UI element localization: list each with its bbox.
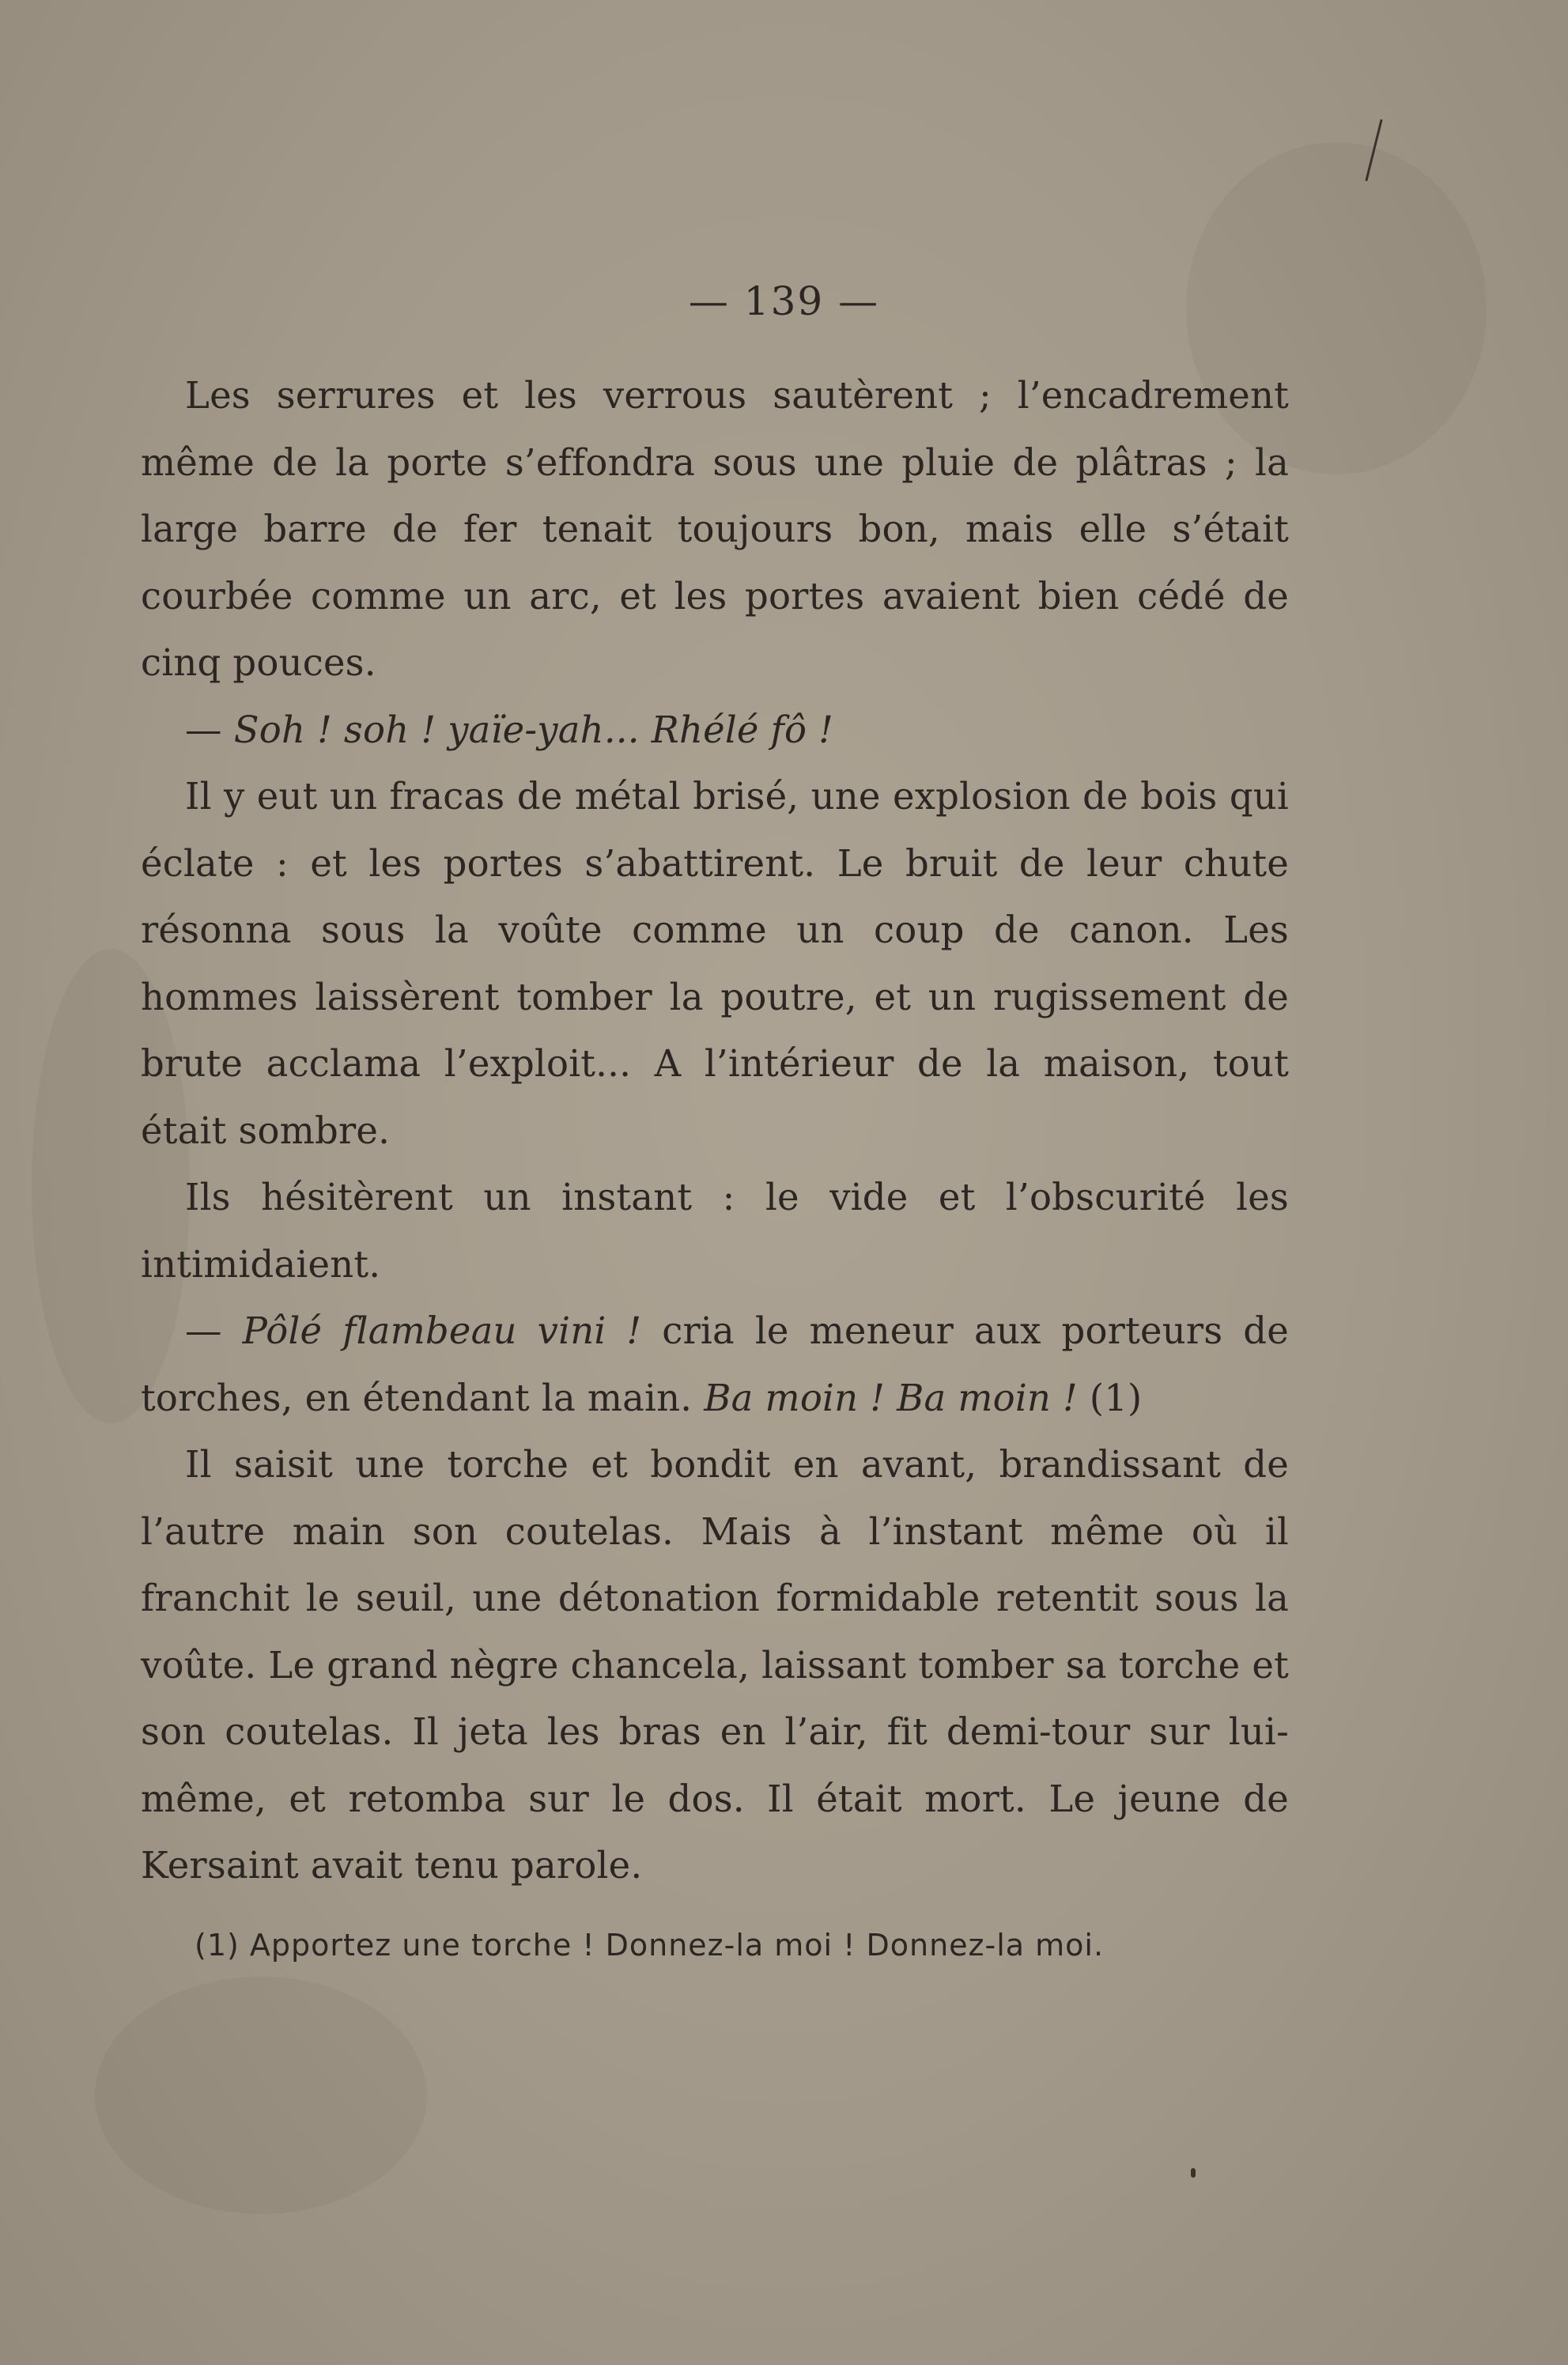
- page-number: — 139 —: [688, 278, 880, 324]
- italic-text: Soh ! soh ! yaïe-yah... Rhélé fô !: [233, 708, 834, 751]
- text-segment: Ils hésitèrent un instant : le vide et l’obscurité les intimidaient.: [141, 1176, 1289, 1286]
- paragraph: [141, 362, 1289, 697]
- paragraph: [141, 1431, 1289, 1899]
- text-segment: Les serrures et les verrous sautèrent ; l’encadrement même de la porte s’effondra sous une pluie de plâtras ; la large barre de fer tenait toujours bon, mais elle s’était courbée comme un arc, et les portes avaient bien cédé de cinq pouces.: [141, 374, 1289, 684]
- italic-text: Pôlé flambeau vini !: [242, 1309, 642, 1352]
- paragraph: [141, 1298, 1289, 1431]
- paragraph: [141, 1164, 1289, 1298]
- text-segment: Il y eut un fracas de métal brisé, une explosion de bois qui éclate : et les portes s’abattirent. Le bruit de leur chute résonna sous la voûte comme un coup de canon. Les hommes laissèrent tomber la poutre, et un rugissement de brute acclama l’exploit... A l’intérieur de la maison, tout était sombre.: [141, 775, 1289, 1152]
- body-text: [141, 362, 1289, 1899]
- italic-text: Ba moin ! Ba moin !: [704, 1376, 1078, 1419]
- text-segment: (1): [1077, 1376, 1143, 1419]
- text-segment: —: [185, 708, 234, 751]
- paragraph: [141, 697, 1289, 764]
- ink-dot: [1191, 2168, 1196, 2178]
- text-segment: cria le meneur aux porteurs de torches, en étendant la main.: [141, 1309, 1289, 1419]
- paragraph: [141, 763, 1289, 1164]
- text-segment: Il saisit une torche et bondit en avant, brandissant de l’autre main son coutelas. Mais à l’instant même où il franchit le seuil, une détonation formidable retentit sous la voûte. Le grand nègre chancela, laissant tomber sa torche et son coutelas. Il jeta les bras en l’air, fit demi-tour sur lui-même, et retomba sur le dos. Il était mort. Le jeune de Kersaint avait tenu parole.: [141, 1443, 1289, 1887]
- text-segment: —: [185, 1309, 243, 1352]
- footnote: (1) Apportez une torche ! Donnez-la moi ! Donnez-la moi.: [195, 1928, 1105, 1963]
- paper-stain: [95, 1977, 427, 2214]
